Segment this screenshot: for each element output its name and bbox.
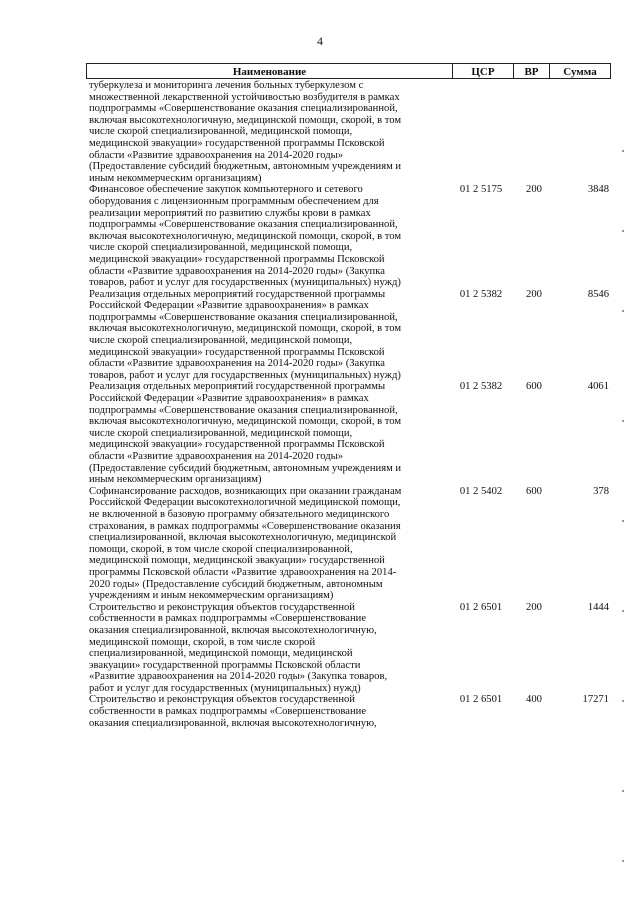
- table-row: [89, 381, 619, 485]
- row-name-line: медицинской эвакуации» государственной программы Псковской: [89, 253, 385, 265]
- table-row: [89, 184, 619, 288]
- row-name-line: 2020 годы» (Предоставление субсидий бюджетным, автономным: [89, 578, 383, 590]
- row-name-line: Софинансирование расходов, возникающих при оказании гражданам: [89, 485, 402, 497]
- header-name: Наименование: [87, 64, 453, 78]
- header-csr: ЦСР: [453, 64, 514, 78]
- row-name-line: подпрограммы «Совершенствование оказания специализированной,: [89, 311, 398, 323]
- row-name-line: числе скорой специализированной, медицинской помощи,: [89, 427, 353, 439]
- row-name-line: не включенной в базовую программу обязательного медицинского: [89, 508, 390, 520]
- row-csr: 01 2 6501: [459, 694, 503, 706]
- row-name-line: включая высокотехнологичную, медицинской помощи, скорой, в том: [89, 230, 402, 242]
- row-name-line: медицинской эвакуации» государственной программы Псковской: [89, 137, 385, 149]
- row-name-line: Реализация отдельных мероприятий государственной программы: [89, 381, 386, 393]
- row-name: [89, 694, 444, 729]
- row-sum: 4061: [587, 381, 609, 393]
- row-name-line: Финансовое обеспечение закупок компьютерного и сетевого: [89, 184, 363, 196]
- row-vr: 600: [526, 485, 542, 497]
- row-name-line: собственности в рамках подпрограммы «Совершенствование: [89, 706, 367, 718]
- row-name-line: туберкулеза и мониторинга лечения больных туберкулезом с: [89, 80, 364, 91]
- header-sum: Сумма: [563, 66, 597, 78]
- row-name-line: включая высокотехнологичную, медицинской помощи, скорой, в том: [89, 114, 402, 126]
- row-name-line: Российской Федерации высокотехнологичной медицинской помощи,: [89, 497, 401, 509]
- row-name: [89, 289, 444, 382]
- row-name-line: подпрограммы «Совершенствование оказания специализированной,: [89, 103, 398, 115]
- row-name-line: специализированной, медицинской помощи, медицинской: [89, 648, 353, 660]
- table-header: [86, 63, 611, 79]
- row-name-line: множественной лекарственной устойчивостью возбудителя в рамках: [89, 91, 400, 103]
- row-vr: 400: [526, 694, 542, 706]
- row-name-line: эвакуации» государственной программы Псковской области: [89, 659, 361, 671]
- row-name-line: иным некоммерческим организациям): [89, 172, 262, 184]
- row-sum: 17271: [582, 694, 609, 706]
- row-name-line: числе скорой специализированной, медицинской помощи,: [89, 335, 353, 347]
- scan-edge-marks: [622, 0, 628, 905]
- row-vr: 200: [526, 601, 542, 613]
- row-name-line: оборудования с лицензионным программным обеспечением для: [89, 195, 379, 207]
- row-csr: 01 2 5382: [459, 381, 503, 393]
- row-name-line: области «Развитие здравоохранения на 2014-2020 годы»: [89, 451, 344, 462]
- row-name: [89, 184, 444, 288]
- row-vr: 200: [526, 184, 542, 196]
- table-row: [89, 694, 619, 729]
- row-vr: 600: [526, 381, 542, 393]
- row-name-line: области «Развитие здравоохранения на 2014-2020 годы» (Закупка: [89, 358, 385, 370]
- row-sum: 378: [593, 485, 609, 497]
- row-name-line: области «Развитие здравоохранения на 2014-2020 годы» (Закупка: [89, 265, 385, 277]
- row-vr: [515, 80, 553, 184]
- row-name-line: Реализация отдельных мероприятий государственной программы: [89, 288, 386, 300]
- row-name-line: страхования, в рамках подпрограммы «Совершенствование оказания: [89, 520, 401, 532]
- row-name-line: оказания специализированной, включая высокотехнологичную,: [89, 624, 377, 636]
- row-name-line: собственности в рамках подпрограммы «Совершенствование: [89, 613, 367, 625]
- row-name-line: области «Развитие здравоохранения на 2014-2020 годы»: [89, 149, 344, 161]
- table-row: [89, 289, 619, 382]
- row-sum: 3848: [587, 184, 609, 196]
- table-row: [89, 486, 619, 602]
- row-name-line: подпрограммы «Совершенствование оказания специализированной,: [89, 404, 398, 416]
- row-name-line: товаров, работ и услуг для государственных (муниципальных) нужд): [89, 369, 401, 381]
- row-csr: 01 2 5402: [459, 485, 503, 497]
- row-name-line: (Предоставление субсидий бюджетным, автономным учреждениям и: [89, 462, 402, 474]
- table-body: [89, 80, 619, 729]
- row-name: [89, 602, 444, 695]
- row-name-line: включая высокотехнологичную, медицинской помощи, скорой, в том: [89, 323, 402, 335]
- page-number: 4: [317, 34, 323, 48]
- row-csr: 01 2 6501: [459, 601, 503, 613]
- row-name-line: подпрограммы «Совершенствование оказания специализированной,: [89, 219, 398, 231]
- row-name-line: Строительство и реконструкция объектов государственной: [89, 694, 355, 706]
- row-csr: [447, 80, 515, 184]
- row-vr: 200: [526, 288, 542, 300]
- row-name-line: программы Псковской области «Развитие здравоохранения на 2014-: [89, 566, 397, 578]
- row-csr: 01 2 5175: [459, 184, 503, 196]
- row-name-line: (Предоставление субсидий бюджетным, автономным учреждениям и: [89, 161, 402, 173]
- row-name-line: работ и услуг для государственных (муниципальных) нужд): [89, 682, 361, 694]
- row-name-line: «Развитие здравоохранения на 2014-2020 годы» (Закупка товаров,: [89, 671, 388, 683]
- row-name-line: товаров, работ и услуг для государственных (муниципальных) нужд): [89, 277, 401, 289]
- row-name-line: включая высокотехнологичную, медицинской помощи, скорой, в том: [89, 416, 402, 428]
- row-name-line: помощи, скорой, в том числе скорой специализированной,: [89, 543, 353, 555]
- row-name-line: медицинской эвакуации» государственной программы Псковской: [89, 346, 385, 358]
- row-name-line: Российской Федерации «Развитие здравоохранения» в рамках: [89, 300, 369, 312]
- row-name-line: медицинской эвакуации» государственной программы Псковской: [89, 439, 385, 451]
- row-name: [89, 80, 444, 184]
- table-row: [89, 80, 619, 184]
- header-vr: ВР: [514, 64, 550, 78]
- row-name-line: числе скорой специализированной, медицинской помощи,: [89, 126, 353, 138]
- row-csr: 01 2 5382: [459, 288, 503, 300]
- row-name-line: медицинской помощи, медицинской эвакуации» государственной: [89, 555, 385, 567]
- row-name-line: иным некоммерческим организациям): [89, 474, 262, 486]
- row-sum: 1444: [587, 601, 609, 613]
- row-name-line: учреждениям и иным некоммерческим организациям): [89, 590, 334, 602]
- row-name-line: Строительство и реконструкция объектов государственной: [89, 601, 355, 613]
- row-name-line: Российской Федерации «Развитие здравоохранения» в рамках: [89, 393, 369, 405]
- row-sum: 8546: [587, 288, 609, 300]
- row-name: [89, 486, 444, 602]
- row-name-line: специализированной, включая высокотехнологичную, медицинской: [89, 532, 397, 544]
- row-name-line: медицинской помощи, скорой, в том числе скорой: [89, 636, 316, 648]
- row-sum: [553, 80, 609, 184]
- row-name-line: оказания специализированной, включая высокотехнологичную,: [89, 717, 377, 729]
- row-name: [89, 381, 444, 485]
- row-name-line: реализации мероприятий по развитию службы крови в рамках: [89, 207, 371, 219]
- table-row: [89, 602, 619, 695]
- row-name-line: числе скорой специализированной, медицинской помощи,: [89, 242, 353, 254]
